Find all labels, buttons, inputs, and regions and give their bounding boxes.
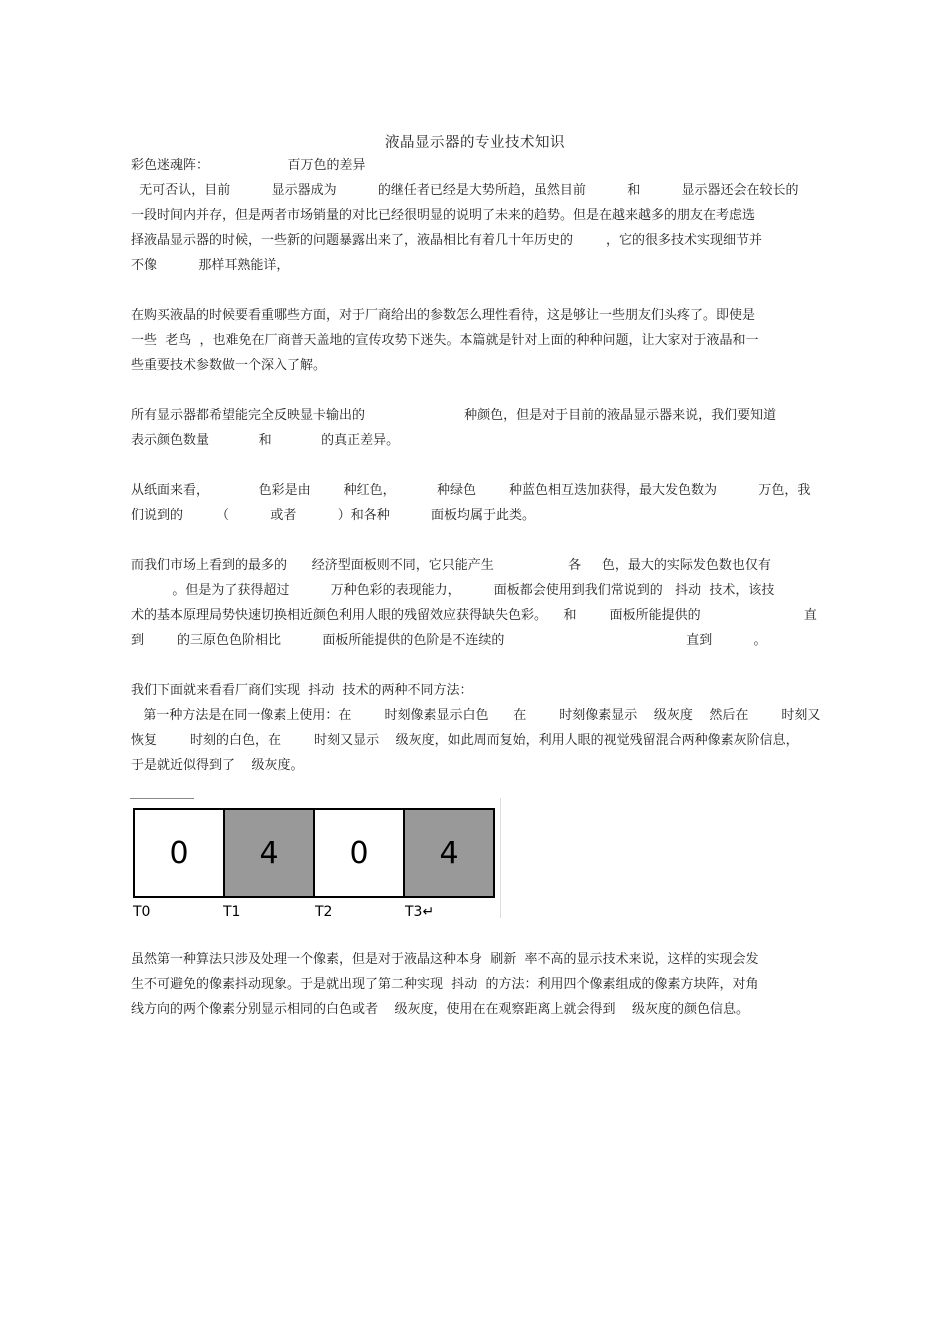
text-line: 恢复 时刻的白色，在 时刻又显示 级灰度，如此周而复始，利用人眼的视觉残留混合两种像素灰阶信息，: [131, 733, 799, 748]
text-line: 我们下面就来看看厂商们实现 抖动 技术的两种不同方法：: [131, 683, 473, 698]
text-line: 。但是为了获得超过 万种色彩的表现能力， 面板都会使用到我们常说到的 抖动 技术，该技: [131, 583, 775, 598]
text-line: 生不可避免的像素抖动现象。于是就出现了第二种实现 抖动 的方法：利用四个像素组成的像素方块阵，对角: [131, 977, 759, 992]
time-label-t2: T2: [315, 904, 333, 920]
text-line: 一些 老鸟 ，也难免在厂商普天盖地的宣传攻势下迷失。本篇就是针对上面的种种问题，让大家对于液晶和一: [131, 333, 759, 348]
text-line: 于是就近似得到了 级灰度。: [131, 758, 304, 773]
text-line: 而我们市场上看到的最多的 经济型面板则不同，它只能产生 各 色，最大的实际发色数也仅有: [131, 558, 771, 573]
text-line: 线方向的两个像素分别显示相同的白色或者 级灰度，使用在在观察距离上就会得到 级灰度的颜色信息。: [131, 1002, 750, 1017]
pixel-cell-t0: 0: [135, 810, 225, 896]
text-line: 择液晶显示器的时候，一些新的问题暴露出来了，液晶相比有着几十年历史的 ，它的很多技术实现细节并: [131, 233, 763, 248]
pixel-cell-t1: 4: [225, 810, 315, 896]
pixel-cell-t3: 4: [405, 810, 493, 896]
text-line: 彩色迷魂阵： 百万色的差异: [131, 158, 366, 173]
figure-right-edge: [500, 798, 501, 918]
text-line: 虽然第一种算法只涉及处理一个像素，但是对于液晶这种本身 刷新 率不高的显示技术来说，这样的实现会发: [131, 952, 759, 967]
time-label-t3: T3↵: [405, 904, 435, 920]
text-line: 们说到的 （ 或者 ）和各种 面板均属于此类。: [131, 508, 536, 523]
time-label-t0: T0: [133, 904, 151, 920]
document-title: 液晶显示器的专业技术知识: [385, 135, 565, 151]
pixel-cell-t2: 0: [315, 810, 405, 896]
text-line: 到 的三原色色阶相比 面板所能提供的色阶是不连续的 直到 。: [131, 633, 767, 648]
pixel-frame-strip: [133, 808, 495, 898]
text-line: 一段时间内并存，但是两者市场销量的对比已经很明显的说明了未来的趋势。但是在越来越多的朋友在考虑选: [131, 208, 756, 223]
text-line: 无可否认，目前 显示器成为 的继任者已经是大势所趋，虽然目前 和 显示器还会在较长的: [131, 183, 799, 198]
text-line: 不像 那样耳熟能详，: [131, 258, 290, 273]
time-label-t1: T1: [223, 904, 241, 920]
text-line: 第一种方法是在同一像素上使用：在 时刻像素显示白色 在 时刻像素显示 级灰度 然后在 时刻又: [131, 708, 821, 723]
text-line: 些重要技术参数做一个深入了解。: [131, 358, 327, 373]
text-line: 从纸面来看， 色彩是由 种红色， 种绿色 种蓝色相互迭加获得，最大发色数为 万色，我: [131, 483, 811, 498]
dither-figure: [130, 798, 502, 920]
text-line: 所有显示器都希望能完全反映显卡输出的 种颜色，但是对于目前的液晶显示器来说，我们要知道: [131, 408, 777, 423]
text-line: 术的基本原理局势快速切换相近颜色利用人眼的残留效应获得缺失色彩。 和 面板所能提供的 直: [131, 608, 817, 623]
text-line: 在购买液晶的时候要看重哪些方面，对于厂商给出的参数怎么理性看待，这是够让一些朋友们头疼了。即使是: [131, 308, 756, 323]
figure-top-rule: [130, 798, 194, 799]
text-line: 表示颜色数量 和 的真正差异。: [131, 433, 400, 448]
